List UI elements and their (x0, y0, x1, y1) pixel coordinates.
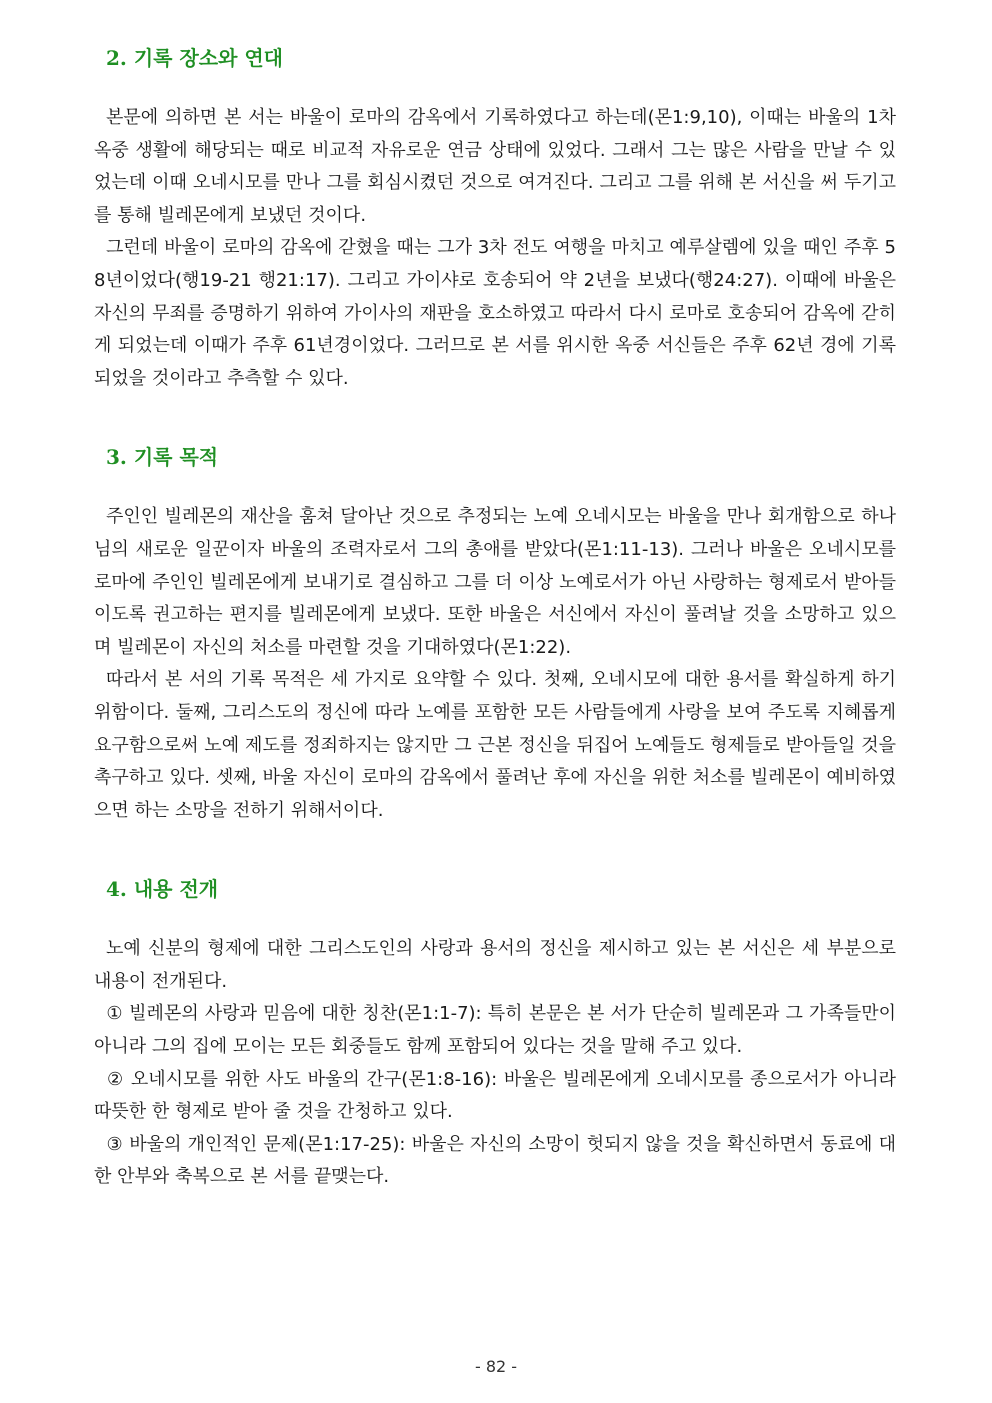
paragraph-text: 노예 신분의 형제에 대한 그리스도인의 사랑과 용서의 정신을 제시하고 있는 본 서신은 세 부분으로 내용이 전개된다. (94, 938, 896, 992)
heading-spacer (94, 911, 896, 933)
paragraph (94, 664, 896, 827)
section-content-development (94, 867, 896, 1194)
list-item-text: ② 오네시모를 위한 사도 바울의 간구(몬1:8-16): 바울은 빌레몬에게 오네시모를 종으로서가 아니라 따뜻한 한 형제로 받아 줄 것을 간청하고 있다. (94, 1068, 896, 1123)
paragraph-text: 본문에 의하면 본 서는 바울이 로마의 감옥에서 기록하였다고 하는데(몬1:9,10), 이때는 바울의 1차 옥중 생활에 해당되는 때로 비교적 자유로운 연금 상태에 있었다. 그래서 그는 많은 사람을 만날 수 있었는데 이때 오네시모를 만나 그를 회심시켰던 것으로 여겨진다. 그리고 그를 위해 본 서신을 써 두기고를 통해 빌레몬에게 보냈던 것이다. (94, 107, 896, 226)
list-item (94, 998, 896, 1063)
section-spacer (94, 395, 896, 435)
section-record-place-date (94, 36, 896, 395)
section-heading: 3. 기록 목적 (106, 445, 219, 470)
section-heading: 4. 내용 전개 (106, 877, 219, 902)
paragraph (94, 501, 896, 664)
section-spacer (94, 827, 896, 867)
page-number: - 82 - (474, 1357, 518, 1376)
paragraph (94, 232, 896, 395)
document-page (94, 36, 896, 1194)
paragraph (94, 933, 896, 998)
section-heading: 2. 기록 장소와 연대 (106, 46, 284, 70)
heading-spacer (94, 80, 896, 102)
list-item (94, 1064, 896, 1129)
paragraph-text: 주인인 빌레몬의 재산을 훔쳐 달아난 것으로 추정되는 노예 오네시모는 바울을 만나 회개함으로 하나님의 새로운 일꾼이자 바울의 조력자로서 그의 총애를 받았다(몬1:11-13). 그러나 바울은 오네시모를 로마에 주인인 빌레몬에게 보내기로 결심하고 그를 더 이상 노예로서가 아닌 사랑하는 형제로서 받아들이도록 권고하는 편지를 빌레몬에게 보냈다. 또한 바울은 서신에서 자신이 풀려날 것을 소망하고 있으며 빌레몬이 자신의 처소를 마련할 것을 기대하였다(몬1:22). (94, 506, 896, 658)
heading-spacer (94, 479, 896, 501)
paragraph (94, 102, 896, 232)
list-item (94, 1129, 896, 1194)
paragraph-text: 그런데 바울이 로마의 감옥에 갇혔을 때는 그가 3차 전도 여행을 마치고 예루살렘에 있을 때인 주후 58년이었다(행19-21 행21:17). 그리고 가이샤로 호송되어 약 2년을 보냈다(행24:27). 이때에 바울은 자신의 무죄를 증명하기 위하여 가이사의 재판을 호소하였고 따라서 다시 로마로 호송되어 감옥에 갇히게 되었는데 이때가 주후 61년경이었다. 그러므로 본 서를 위시한 옥중 서신들은 주후 62년 경에 기록되었을 것이라고 추측할 수 있다. (94, 237, 896, 389)
paragraph-text: 따라서 본 서의 기록 목적은 세 가지로 요약할 수 있다. 첫째, 오네시모에 대한 용서를 확실하게 하기 위함이다. 둘째, 그리스도의 정신에 따라 노예를 포함한 모든 사람들에게 사랑을 보여 주도록 지혜롭게 요구함으로써 노예 제도를 정죄하지는 않지만 그 근본 정신을 뒤집어 노예들도 형제들로 받아들일 것을 촉구하고 있다. 셋째, 바울 자신이 로마의 감옥에서 풀려난 후에 자신을 위한 처소를 빌레몬이 예비하였으면 하는 소망을 전하기 위해서이다. (94, 669, 896, 821)
list-item-text: ① 빌레몬의 사랑과 믿음에 대한 칭찬(몬1:1-7): 특히 본문은 본 서가 단순히 빌레몬과 그 가족들만이 아니라 그의 집에 모이는 모든 회중들도 함께 포함되어 있다는 것을 말해 주고 있다. (94, 1003, 896, 1058)
section-record-purpose (94, 435, 896, 827)
list-item-text: ③ 바울의 개인적인 문제(몬1:17-25): 바울은 자신의 소망이 헛되지 않을 것을 확신하면서 동료에 대한 안부와 축복으로 본 서를 끝맺는다. (94, 1133, 896, 1188)
